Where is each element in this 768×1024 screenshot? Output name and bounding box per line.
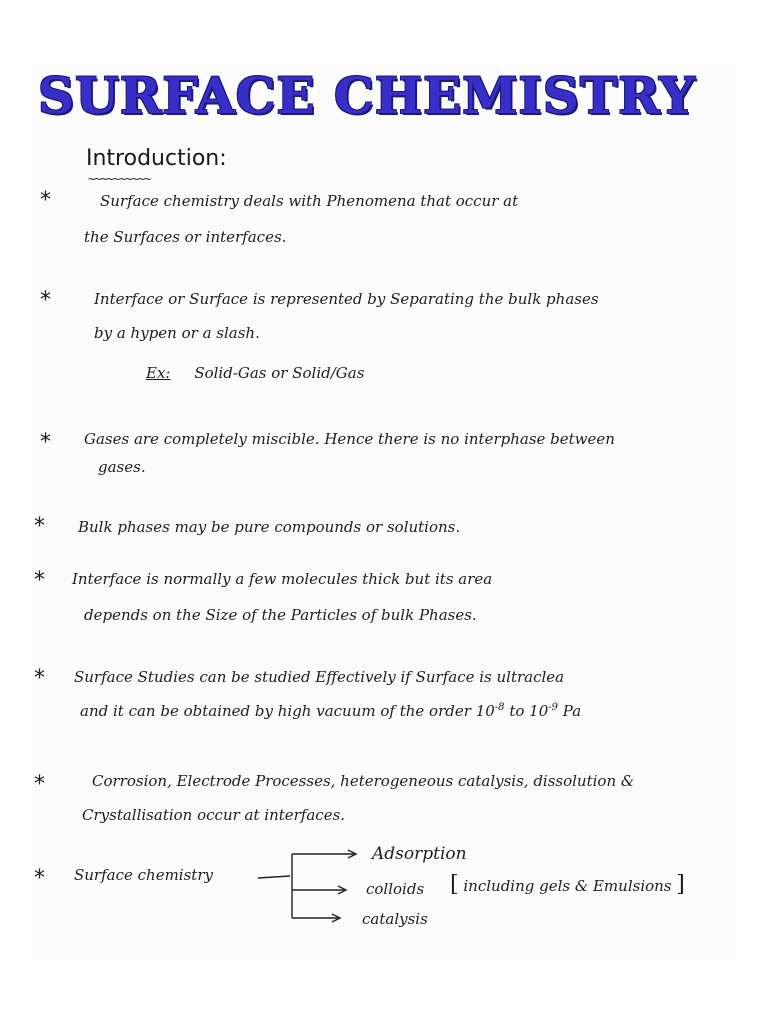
heading-underline: ~~~~~~~~~~	[88, 172, 151, 186]
pressure-value-b: $10^{-9}$	[529, 702, 558, 720]
bullet-star: *	[34, 866, 45, 891]
branch-arrows	[256, 846, 366, 926]
bullet-3-line-2: gases.	[98, 458, 146, 476]
bullet-star: *	[40, 430, 51, 455]
bullet-2-line-1: Interface or Surface is represented by Separating the bulk phases	[94, 290, 599, 308]
bullet-6-line-1: Surface Studies can be studied Effectively if Surface is ultraclea	[74, 668, 565, 686]
section-heading: Introduction:	[86, 146, 227, 171]
example-text: Solid-Gas or Solid/Gas	[194, 364, 365, 382]
bullet-star: *	[40, 288, 51, 313]
bullet-star: *	[40, 188, 51, 213]
pressure-to: to	[509, 702, 525, 720]
bullet-6-line-2	[80, 702, 581, 720]
bullet-8-line-1: Surface chemistry	[74, 866, 213, 884]
bullet-7-line-2: Crystallisation occur at interfaces.	[82, 806, 346, 824]
bullet-3-line-1: Gases are completely miscible. Hence there is no interphase between	[84, 430, 615, 448]
bullet-5-line-2: depends on the Size of the Particles of bulk Phases.	[84, 606, 477, 624]
colloids-note-text: including gels & Emulsions	[463, 877, 672, 895]
colloids-note	[450, 872, 685, 897]
pressure-value-a: $10^{-8}$	[475, 702, 505, 720]
bullet-1-line-2: the Surfaces or interfaces.	[84, 228, 287, 246]
bracket-right-icon: ]	[676, 872, 685, 897]
bullet-star: *	[34, 772, 45, 797]
example-line	[146, 364, 364, 382]
bullet-7-line-1: Corrosion, Electrode Processes, heterogeneous catalysis, dissolution &	[92, 772, 635, 790]
bullet-4-line-1: Bulk phases may be pure compounds or solutions.	[78, 518, 461, 536]
branch-adsorption: Adsorption	[372, 844, 467, 864]
bullet-star: *	[34, 514, 45, 539]
branch-catalysis: catalysis	[362, 910, 428, 928]
bullet-5-line-1: Interface is normally a few molecules thick but its area	[72, 570, 493, 588]
bullet-2-line-2: by a hypen or a slash.	[94, 324, 260, 342]
bracket-left-icon: [	[450, 872, 459, 897]
bullet-star: *	[34, 666, 45, 691]
example-label: Ex:	[146, 364, 171, 382]
bullet-star: *	[34, 568, 45, 593]
bullet-1-line-1: Surface chemistry deals with Phenomena that occur at	[100, 192, 519, 210]
branch-colloids: colloids	[366, 880, 425, 898]
pressure-unit: Pa	[562, 702, 582, 720]
page-title: SURFACE CHEMISTRY	[38, 66, 696, 125]
bullet-6-line-2-text: and it can be obtained by high vacuum of the order	[80, 702, 471, 720]
